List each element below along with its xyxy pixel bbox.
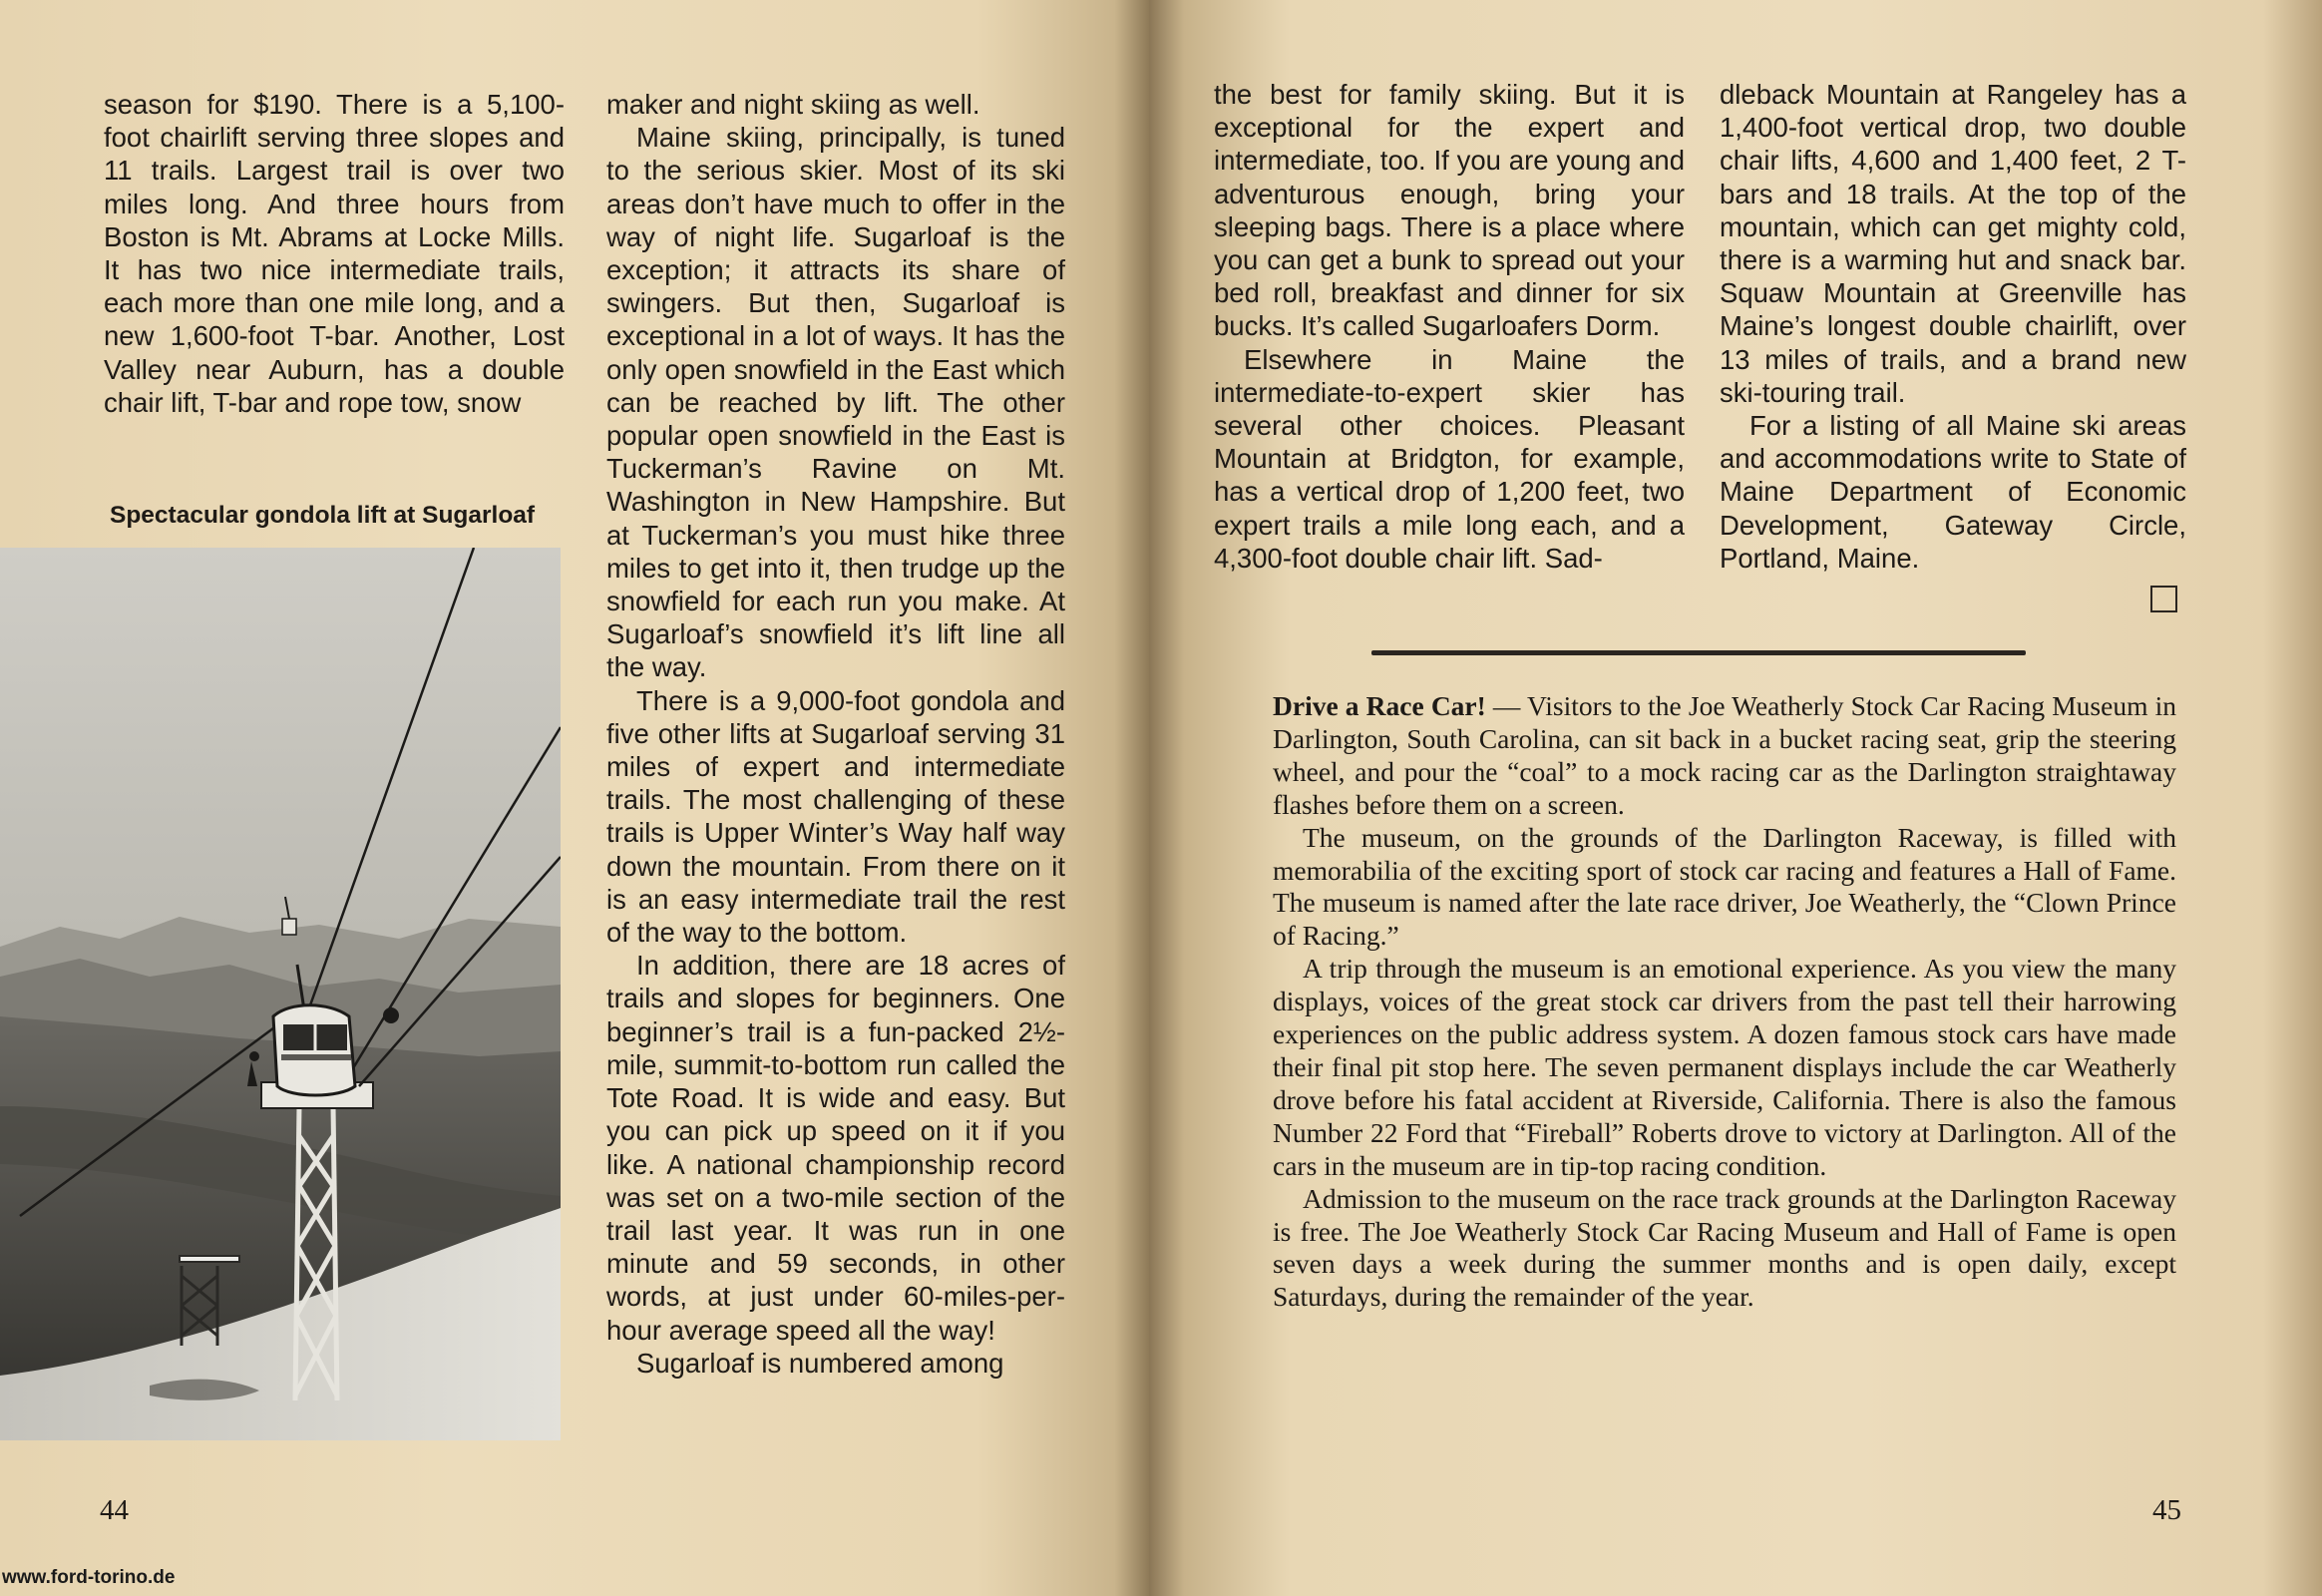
page-number-left: 44 <box>100 1494 129 1526</box>
photo-caption: Spectacular gondola lift at Sugarloaf <box>110 502 536 529</box>
paragraph: Maine skiing, principally, is tuned to the serious skier. Most of its ski areas don’t have much to offer in the way of night life. Sugarloaf is the exception; it attracts its share of swingers. But then, Sugarloaf is exceptional in a lot of ways. It has the only open snowfield in the East which can be reached by lift. The other popular open snowfield in the East is Tuckerman’s Ravine on Mt. Washington in New Hampshire. But at Tuckerman’s you must hike three miles to get into it, then trudge up the snowfield for each run you make. At Sugarloaf’s snowfield it’s lift line all the way. <box>606 122 1065 683</box>
gondola-photo <box>0 548 561 1440</box>
paragraph: maker and night skiing as well. <box>606 89 980 120</box>
paragraph: Admission to the museum on the race track grounds at the Darlington Raceway is free. The Joe Weatherly Stock Car Racing Museum and Hall of Fame is open seven days a week during the summer months and is open daily, except Saturdays, during the remainder of the year. <box>1273 1182 2176 1313</box>
paragraph: the best for family skiing. But it is exceptional for the expert and intermediate, too. If you are young and adventurous enough, bring your sleeping bags. There is a place where you can get a bunk to spread out your bed roll, breakfast and dinner for six bucks. It’s called Sugarloafers Dorm. <box>1214 79 1685 342</box>
paragraph: season for $190. There is a 5,100-foot chairlift serving three slopes and 11 trails. Largest trail is over two miles long. And three hours from Boston is Mt. Abrams at Locke Mills. It has two nice intermediate trails, each more than one mile long, and a new 1,600-foot T-bar. Another, Lost Valley near Auburn, has a double chair lift, T-bar and rope tow, snow <box>104 89 565 418</box>
left-page <box>0 0 1149 1596</box>
left-column-2 <box>606 88 1065 1380</box>
paragraph: Sugarloaf is numbered among <box>636 1347 1004 1379</box>
right-column-1 <box>1214 78 1685 575</box>
right-page <box>1149 0 2322 1596</box>
right-column-2 <box>1720 78 2186 575</box>
paragraph: — Visitors to the Joe Weatherly Stock Car Racing Museum in Darlington, South Carolina, can sit back in a bucket racing seat, grip the steering wheel, and pour the “coal” to a mock racing car as the Darlington straightaway flashes before them on a screen. <box>1273 690 2176 820</box>
section-divider <box>1371 650 2026 655</box>
page-number-right: 45 <box>2152 1494 2181 1526</box>
gondola-lift-image <box>0 548 561 1440</box>
end-of-article-mark <box>2150 586 2177 612</box>
article-heading: Drive a Race Car! <box>1273 690 1486 721</box>
paragraph: There is a 9,000-foot gondola and five other lifts at Sugarloaf serving 31 miles of expert and intermediate trails. The most challenging of these trails is Upper Winter’s Way half way down the mountain. From there on it is an easy intermediate trail the rest of the way to the bottom. <box>606 684 1065 949</box>
paragraph: Elsewhere in Maine the intermediate-to-expert skier has several other choices. Pleasant Mountain at Bridgton, for example, has a vertical drop of 1,200 feet, two expert trails a mile long each, and a 4,300-foot double chair lift. Sad- <box>1214 343 1685 574</box>
race-car-article <box>1273 690 2176 1314</box>
paragraph: The museum, on the grounds of the Darlington Raceway, is filled with memorabilia of the exciting sport of stock car racing and features a Hall of Fame. The museum is named after the late race driver, Joe Weatherly, the “Clown Prince of Racing.” <box>1273 821 2176 952</box>
site-watermark: www.ford-torino.de <box>2 1567 176 1588</box>
paragraph: For a listing of all Maine ski areas and accommodations write to State of Maine Department of Economic Development, Gateway Circle, Portland, Maine. <box>1720 410 2186 574</box>
left-column-1 <box>104 88 565 419</box>
paragraph: dleback Mountain at Rangeley has a 1,400-foot vertical drop, two double chair lifts, 4,600 and 1,400 feet, 2 T-bars and 18 trails. At the top of the mountain, which can get mighty cold, there is a warming hut and snack bar. Squaw Mountain at Greenville has Maine’s longest double chairlift, over 13 miles of trails, and a brand new ski-touring trail. <box>1720 79 2186 408</box>
paragraph: A trip through the museum is an emotional experience. As you view the many displays, voices of the great stock car drivers from the past tell their harrowing experiences on the public address system. A dozen famous stock cars have made their final pit stop here. The seven permanent displays include the car Weatherly drove before his fatal accident at Riverside, California. There is also the famous Number 22 Ford that “Fireball” Roberts drove to victory at Darlington. All of the cars in the museum are in tip-top racing condition. <box>1273 953 2176 1181</box>
paragraph: In addition, there are 18 acres of trails and slopes for beginners. One beginner’s trail is a fun-packed 2½-mile, summit-to-bottom run called the Tote Road. It is wide and easy. But you can pick up speed on it if you like. A national championship record was set on a two-mile section of the trail last year. It was run in one minute and 59 seconds, in other words, at just under 60-miles-per-hour average speed all the way! <box>606 950 1065 1346</box>
